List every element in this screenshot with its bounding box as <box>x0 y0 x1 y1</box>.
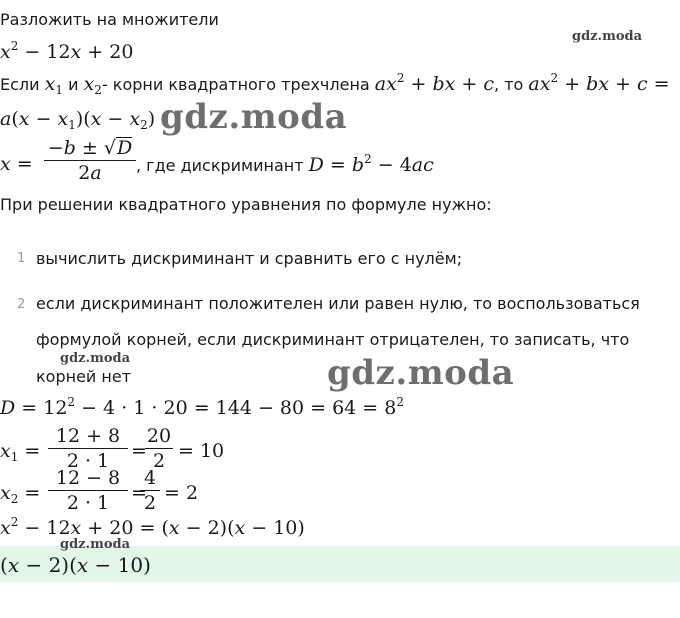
step-2-line-1: если дискриминант положителен или равен нулю, то воспользоваться <box>36 294 640 313</box>
x2-label: $x_2$ = <box>0 482 41 506</box>
watermark-small-mid: gdz.moda <box>60 351 131 366</box>
method-intro: При решении квадратного уравнения по формуле нужно: <box>0 195 492 214</box>
task-expression: $x^2 - 12x + 20$ <box>0 39 134 63</box>
x1-fraction-2 <box>145 424 173 469</box>
x1-result: = 10 <box>178 440 225 462</box>
factored-line: $x^2 - 12x + 20 = (x - 2)(x - 10)$ <box>0 515 305 539</box>
step-1-number: 1 <box>17 251 26 266</box>
x1-num2: 20 <box>146 425 172 447</box>
quadratic-formula-fraction: −b ± √D 2a <box>44 136 136 181</box>
x2-den2: 2 <box>143 492 157 511</box>
step-1-text: вычислить дискриминант и сравнить его с нулём; <box>36 249 463 268</box>
roots-note-then: , то <box>494 75 524 94</box>
x1-num1: 12 + 8 <box>55 425 121 447</box>
task-title: Разложить на множители <box>0 10 219 29</box>
watermark-large-1: gdz.moda <box>160 97 348 137</box>
roots-note-if: Если <box>0 75 40 94</box>
roots-factor-form: $a(x - x_1)(x - x_2)$ <box>0 108 156 132</box>
discriminant-calc: $D = 12^2 - 4 \cdot 1 \cdot 20 = 144 - 80 = 64 = 8^2$ <box>0 395 404 419</box>
step-2-line-3: корней нет <box>36 367 132 386</box>
discriminant-where: , где дискриминант <box>136 156 304 175</box>
x2-num1: 12 − 8 <box>55 467 121 489</box>
step-2-line-2: формулой корней, если дискриминант отрицателен, то записать, что <box>36 330 630 349</box>
x2-fraction-2 <box>140 466 160 511</box>
watermark-large-2: gdz.moda <box>327 353 515 393</box>
watermark-small-top: gdz.moda <box>572 29 643 44</box>
step-2-number: 2 <box>17 297 26 312</box>
x2-num2: 4 <box>143 467 157 489</box>
x2-fraction-1 <box>48 466 128 511</box>
answer: (x − 2)(x − 10) <box>0 553 151 577</box>
x1-label: $x_1$ = <box>0 440 41 464</box>
x1-eq: = <box>131 440 147 462</box>
roots-note-text: - корни квадратного трехчлена <box>101 75 370 94</box>
roots-note-line: Если $x_1$ и $x_2-$ корни квадратного трехчлена $ax^2$ + bx + c, то $ax^2$ + bx + c = <box>0 71 670 97</box>
x2-eq: = <box>131 482 147 504</box>
watermark-small-bottom: gdz.moda <box>60 537 131 552</box>
discriminant-def: , где дискриминант $D = b^2 - 4ac$ <box>136 152 434 176</box>
formula-x: x = <box>0 153 33 175</box>
x1-den2: 2 <box>152 450 166 469</box>
x1-fraction-1 <box>48 424 128 469</box>
x1-den1: 2 · 1 <box>66 450 110 469</box>
roots-note-and: и <box>68 75 79 94</box>
x2-den1: 2 · 1 <box>66 492 110 511</box>
x2-result: = 2 <box>164 482 199 504</box>
